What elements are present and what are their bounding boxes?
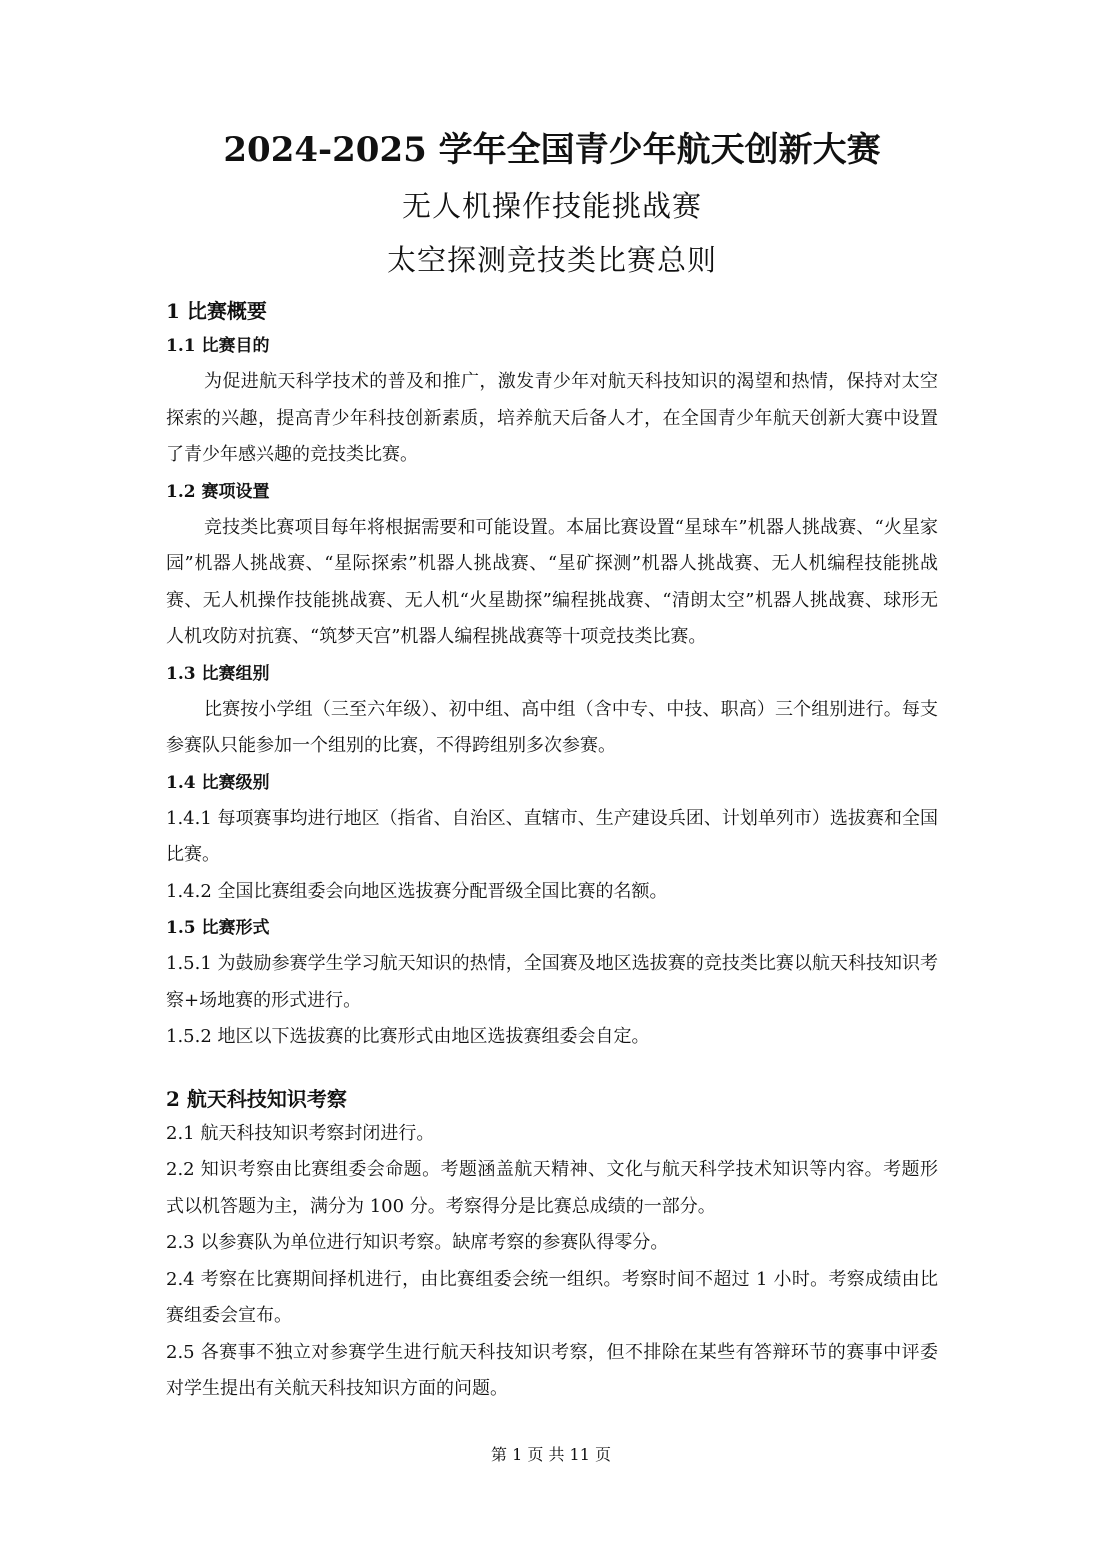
section-2-1-text: 2.1 航天科技知识考察封闭进行。	[166, 1122, 435, 1144]
document-title: 2024-2025 学年全国青少年航天创新大赛	[223, 130, 881, 170]
document-body	[166, 128, 938, 1408]
section-1-5-heading: 1.5 比赛形式	[166, 918, 270, 938]
section-1-2-heading: 1.2 赛项设置	[166, 481, 270, 502]
section-2-heading: 2 航天科技知识考察	[166, 1086, 347, 1111]
document-subtitle-2: 太空探测竞技类比赛总则	[386, 243, 717, 277]
section-2-4-text: 2.4 考察在比赛期间择机进行，由比赛组委会统一组织。考察时间不超过 1 小时。考察成绩由比赛组委会宣布。	[166, 1268, 938, 1326]
section-1-4-1-text: 1.4.1 每项赛事均进行地区（指省、自治区、直辖市、生产建设兵团、计划单列市）选拔赛和全国比赛。	[166, 807, 938, 865]
document-subtitle-1: 无人机操作技能挑战赛	[401, 189, 702, 223]
section-1-1-heading: 1.1 比赛目的	[166, 336, 270, 356]
section-1-heading: 1 比赛概要	[166, 299, 267, 323]
section-1-5-2-text: 1.5.2 地区以下选拔赛的比赛形式由地区选拔赛组委会自定。	[166, 1026, 650, 1047]
section-2-3-text: 2.3 以参赛队为单位进行知识考察。缺席考察的参赛队得零分。	[166, 1232, 669, 1253]
page-number-footer: 第 1 页 共 11 页	[491, 1445, 611, 1464]
section-1-4-heading: 1.4 比赛级别	[166, 772, 270, 793]
section-1-2-text: 竞技类比赛项目每年将根据需要和可能设置。本届比赛设置“星球车”机器人挑战赛、“火星家园”机器人挑战赛、“星际探索”机器人挑战赛、“星矿探测”机器人挑战赛、无人机编程技能挑战赛、无人机操作技能挑战赛、无人机“火星勘探”编程挑战赛、“清朗太空”机器人挑战赛、球形无人机攻防对抗赛、“筑梦天宫”机器人编程挑战赛等十项竞技类比赛。	[166, 516, 938, 647]
section-1-4-2-text: 1.4.2 全国比赛组委会向地区选拔赛分配晋级全国比赛的名额。	[166, 880, 668, 902]
section-2-2-text: 2.2 知识考察由比赛组委会命题。考题涵盖航天精神、文化与航天科学技术知识等内容。考题形式以机答题为主，满分为 100 分。考察得分是比赛总成绩的一部分。	[166, 1159, 938, 1217]
section-2-5-text: 2.5 各赛事不独立对参赛学生进行航天科技知识考察，但不排除在某些有答辩环节的赛事中评委对学生提出有关航天科技知识方面的问题。	[166, 1341, 938, 1399]
section-1-1-text: 为促进航天科学技术的普及和推广，激发青少年对航天科技知识的渴望和热情，保持对太空探索的兴趣，提高青少年科技创新素质，培养航天后备人才，在全国青少年航天创新大赛中设置了青少年感兴趣的竞技类比赛。	[166, 371, 938, 465]
section-1-5-1-text: 1.5.1 为鼓励参赛学生学习航天知识的热情，全国赛及地区选拔赛的竞技类比赛以航天科技知识考察+场地赛的形式进行。	[166, 953, 938, 1011]
section-1-3-heading: 1.3 比赛组别	[166, 663, 270, 684]
section-1-3-text: 比赛按小学组（三至六年级）、初中组、高中组（含中专、中技、职高）三个组别进行。每支参赛队只能参加一个组别的比赛，不得跨组别多次参赛。	[166, 698, 938, 756]
